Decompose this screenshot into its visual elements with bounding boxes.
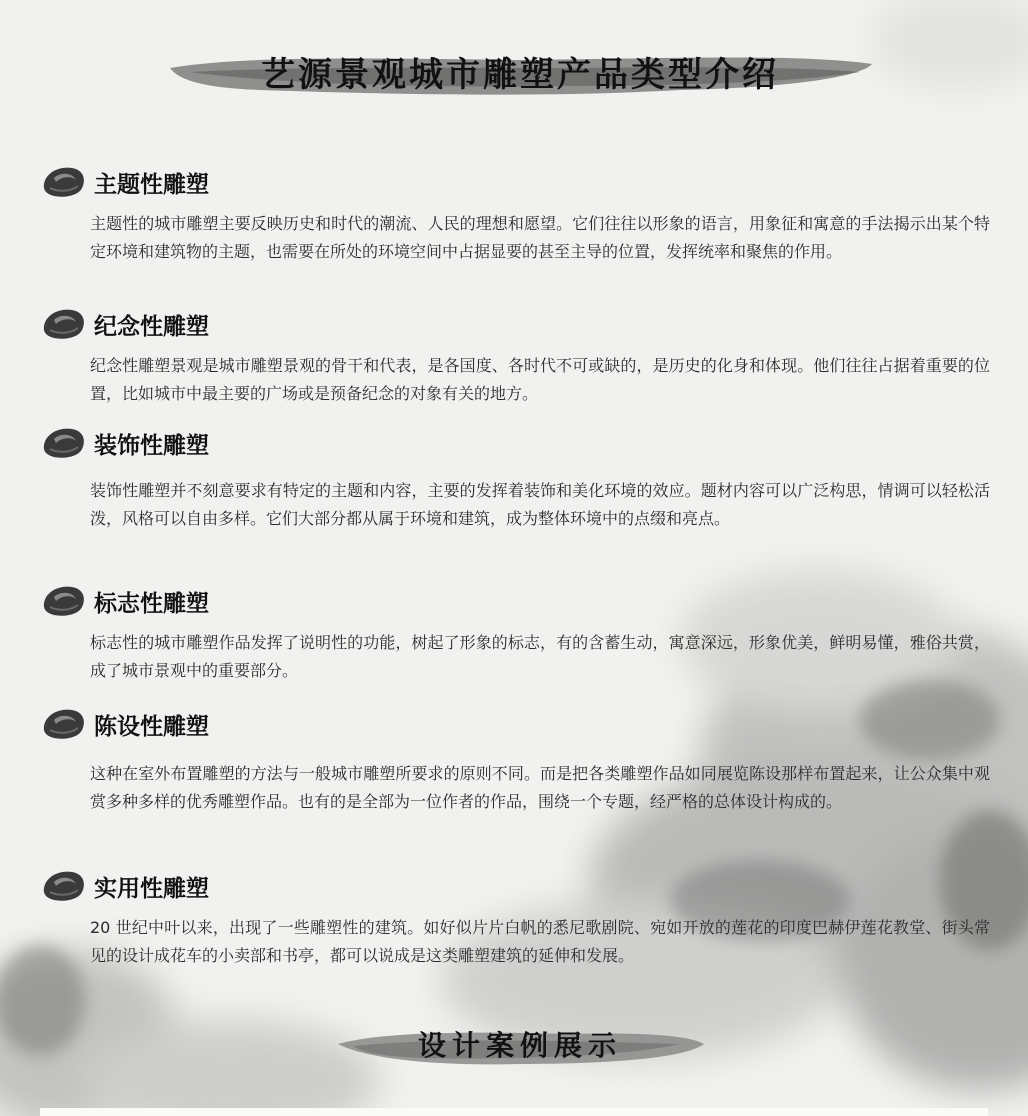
section-title: 装饰性雕塑: [94, 432, 209, 459]
section-body: 装饰性雕塑并不刻意要求有特定的主题和内容，主要的发挥着装饰和美化环境的效应。题材内容可以广泛构思，情调可以轻松活泼，风格可以自由多样。它们大部分都从属于环境和建筑，成为整体环境中的点缀和亮点。: [90, 481, 990, 528]
section-body: 纪念性雕塑景观是城市雕塑景观的骨干和代表，是各国度、各时代不可或缺的，是历史的化身和体现。他们往往占据着重要的位置，比如城市中最主要的广场或是预备纪念的对象有关的地方。: [90, 356, 990, 403]
section-header: [40, 579, 990, 623]
section-theme-sculpture: [40, 160, 990, 266]
case-showcase-banner: [330, 1014, 710, 1074]
section-header: [40, 302, 990, 346]
section-header: [40, 160, 990, 204]
ink-stone-icon: [40, 868, 88, 904]
ink-stone-icon: [40, 306, 88, 342]
footer-title: 设计案例展示: [417, 1029, 622, 1062]
ink-stone-icon: [40, 164, 88, 200]
section-body: 这种在室外布置雕塑的方法与一般城市雕塑所要求的原则不同。而是把各类雕塑作品如同展览陈设那样布置起来，让公众集中观赏多种多样的优秀雕塑作品。也有的是全部为一位作者的作品，围绕一个专题，经严格的总体设计构成的。: [90, 764, 990, 811]
section-display-sculpture: [40, 702, 990, 816]
section-memorial-sculpture: [40, 302, 990, 408]
ink-stone-icon: [40, 425, 88, 461]
section-body: 主题性的城市雕塑主要反映历史和时代的潮流、人民的理想和愿望。它们往往以形象的语言，用象征和寓意的手法揭示出某个特定环境和建筑物的主题，也需要在所处的环境空间中占据显要的甚至主导的位置，发挥统率和聚焦的作用。: [90, 214, 990, 261]
section-title: 纪念性雕塑: [94, 313, 209, 340]
section-header: [40, 864, 990, 908]
section-header: [40, 702, 990, 746]
content-strip: [40, 1108, 988, 1116]
section-title: 实用性雕塑: [94, 875, 209, 902]
ink-stone-icon: [40, 706, 88, 742]
section-landmark-sculpture: [40, 579, 990, 685]
page-title-banner: [160, 38, 880, 104]
section-body: 标志性的城市雕塑作品发挥了说明性的功能，树起了形象的标志，有的含蓄生动，寓意深远，形象优美，鲜明易懂，雅俗共赏，成了城市景观中的重要部分。: [90, 633, 990, 680]
section-decorative-sculpture: [40, 421, 990, 533]
section-header: [40, 421, 990, 465]
section-body: 20 世纪中叶以来，出现了一些雕塑性的建筑。如好似片片白帆的悉尼歌剧院、宛如开放的莲花的印度巴赫伊莲花教堂、街头常见的设计成花车的小卖部和书亭，都可以说成是这类雕塑建筑的延伸和发展。: [90, 918, 990, 965]
section-title: 主题性雕塑: [94, 171, 209, 198]
section-title: 陈设性雕塑: [94, 713, 209, 740]
section-title: 标志性雕塑: [94, 590, 209, 617]
section-utility-sculpture: [40, 864, 990, 970]
ink-stone-icon: [40, 583, 88, 619]
page-title: 艺源景观城市雕塑产品类型介绍: [261, 54, 779, 95]
